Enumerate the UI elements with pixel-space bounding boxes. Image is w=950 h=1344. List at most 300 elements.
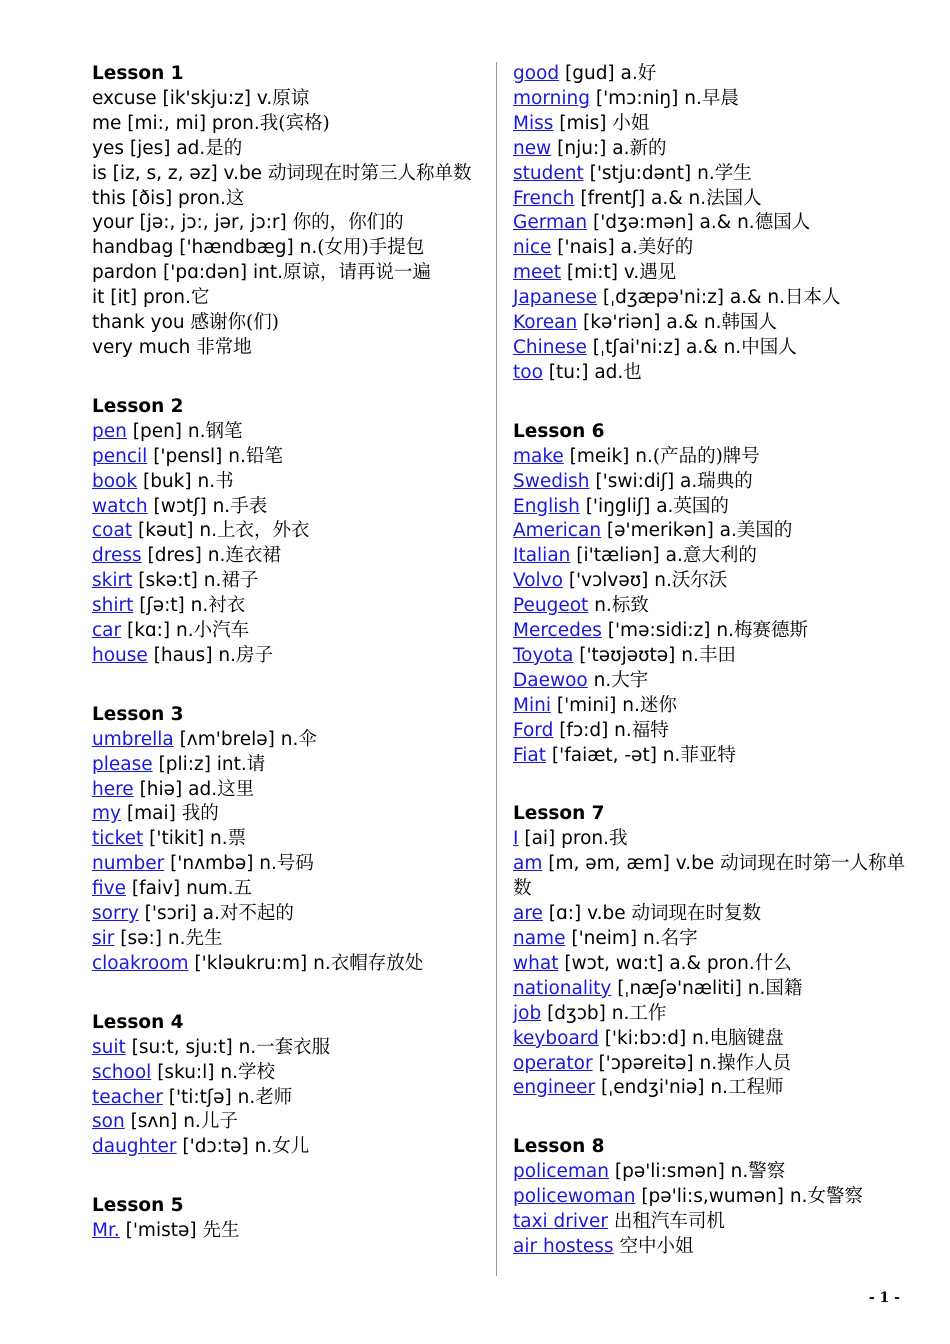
vocab-word-link[interactable]: watch bbox=[92, 495, 148, 517]
vocab-definition: [ʌm'brelə] n. bbox=[173, 728, 299, 750]
vocab-entry bbox=[92, 420, 482, 445]
vocab-entry bbox=[92, 927, 482, 952]
vocab-word-link[interactable]: sorry bbox=[92, 903, 139, 925]
vocab-entry bbox=[92, 1061, 482, 1086]
vocab-definition: is [iz, s, z, əz] v.be bbox=[92, 162, 268, 184]
vocab-entry bbox=[513, 544, 908, 569]
vocab-definition: [pen] n. bbox=[126, 420, 206, 442]
vocab-gloss: 丰田 bbox=[698, 644, 736, 666]
vocab-gloss: 动词现在时第一人称单数 bbox=[513, 853, 906, 900]
vocab-entry bbox=[92, 594, 482, 619]
vocab-gloss: (女用)手提包 bbox=[317, 237, 425, 259]
vocab-definition: [kəut] n. bbox=[132, 520, 217, 542]
vocab-gloss: 我 bbox=[609, 828, 628, 850]
vocab-entry bbox=[513, 519, 908, 544]
vocab-definition: [mis] bbox=[553, 112, 613, 134]
vocab-gloss: 法国人 bbox=[706, 187, 762, 209]
vocab-word-link[interactable]: suit bbox=[92, 1036, 126, 1058]
vocab-definition: [ʃə:t] n. bbox=[133, 595, 209, 617]
vocab-word-link[interactable]: French bbox=[513, 187, 575, 209]
vocab-word-link[interactable]: American bbox=[513, 520, 602, 542]
vocab-word-link[interactable]: umbrella bbox=[92, 728, 174, 750]
vocab-word-link[interactable]: are bbox=[513, 903, 543, 925]
vocab-entry bbox=[92, 902, 482, 927]
vocab-gloss: 什么 bbox=[754, 952, 792, 974]
vocab-gloss: 请 bbox=[246, 753, 266, 775]
vocab-gloss: 中国人 bbox=[741, 336, 797, 358]
vocab-gloss: 操作人员 bbox=[717, 1052, 792, 1074]
vocab-gloss: 英国的 bbox=[673, 495, 729, 517]
vocab-definition: [sʌn] n. bbox=[124, 1111, 201, 1133]
vocab-definition: [tu:] ad. bbox=[542, 361, 624, 383]
section-gap bbox=[513, 768, 908, 802]
vocab-word-link[interactable]: English bbox=[513, 495, 580, 517]
vocab-definition: ['pensl] n. bbox=[147, 445, 246, 467]
vocab-entry bbox=[92, 286, 482, 311]
vocab-gloss: 警察 bbox=[748, 1161, 786, 1183]
vocab-definition: [su:t, sju:t] n. bbox=[125, 1036, 257, 1058]
vocab-gloss: 名字 bbox=[660, 928, 698, 949]
vocab-entry bbox=[92, 1036, 482, 1061]
vocab-gloss: 女警察 bbox=[807, 1186, 863, 1208]
vocab-word-link[interactable]: air hostess bbox=[513, 1235, 614, 1257]
vocab-gloss: 国籍 bbox=[765, 977, 803, 999]
vocab-entry bbox=[513, 87, 908, 112]
vocab-word-link[interactable]: school bbox=[92, 1061, 152, 1083]
lesson-title: Lesson 5 bbox=[92, 1195, 184, 1217]
vocab-word-link[interactable]: nice bbox=[513, 237, 552, 259]
vocab-word-link[interactable]: car bbox=[92, 620, 122, 642]
vocab-gloss: 票 bbox=[227, 828, 247, 850]
left-column bbox=[92, 62, 482, 1244]
vocab-word-link[interactable]: make bbox=[513, 445, 564, 467]
vocab-word-link[interactable]: Chinese bbox=[513, 336, 587, 358]
vocab-entry bbox=[513, 495, 908, 520]
vocab-gloss: 沃尔沃 bbox=[671, 570, 728, 592]
vocab-word-link[interactable]: Miss bbox=[513, 112, 554, 134]
vocab-word-link[interactable]: what bbox=[513, 952, 559, 974]
vocab-word-link[interactable]: book bbox=[92, 470, 138, 492]
vocab-definition: ['dɔ:tə] n. bbox=[176, 1136, 273, 1158]
vocab-gloss: 动词现在时第三人称单数 bbox=[267, 162, 472, 184]
vocab-gloss: 对不起的 bbox=[219, 903, 294, 925]
vocab-definition: ['ti:tʃə] n. bbox=[162, 1086, 256, 1108]
vocab-word-link[interactable]: name bbox=[513, 928, 566, 949]
vocab-gloss: 钢笔 bbox=[205, 420, 243, 442]
vocab-word-link[interactable]: cloakroom bbox=[92, 952, 189, 974]
vocab-entry bbox=[513, 336, 908, 361]
vocab-definition: ['stju:dənt] n. bbox=[583, 162, 715, 184]
vocab-definition: it [it] pron. bbox=[92, 287, 191, 309]
vocab-word-link[interactable]: Mr. bbox=[92, 1220, 120, 1242]
vocab-definition: [ˌtʃai'ni:z] a.& n. bbox=[586, 336, 742, 358]
vocab-definition: [wɔt, wɑ:t] a.& pron. bbox=[558, 952, 755, 974]
vocab-gloss: 菲亚特 bbox=[680, 744, 736, 766]
vocab-gloss: 书 bbox=[215, 470, 234, 492]
vocab-entry bbox=[513, 1076, 908, 1101]
vocab-entry bbox=[513, 744, 908, 769]
vocab-definition: [kə'riən] a.& n. bbox=[577, 312, 722, 334]
vocab-gloss: 德国人 bbox=[754, 212, 811, 234]
lesson-title: Lesson 3 bbox=[92, 703, 184, 725]
vocab-definition: [nju:] a. bbox=[551, 137, 630, 159]
vocab-definition: handbag ['hændbæg] n. bbox=[92, 237, 318, 259]
vocab-word-link[interactable]: house bbox=[92, 644, 148, 666]
vocab-entry bbox=[513, 445, 908, 470]
vocab-definition: n. bbox=[588, 595, 612, 617]
vocab-gloss: 小汽车 bbox=[193, 620, 250, 642]
vocab-entry bbox=[92, 569, 482, 594]
vocab-word-link[interactable]: number bbox=[92, 853, 165, 875]
vocab-definition: yes [jes] ad. bbox=[92, 137, 206, 159]
vocab-entry bbox=[513, 137, 908, 162]
vocab-word-link[interactable]: dress bbox=[92, 545, 142, 567]
vocab-gloss: 日本人 bbox=[785, 287, 841, 309]
vocab-word-link[interactable]: teacher bbox=[92, 1086, 163, 1108]
vocab-entry bbox=[513, 1160, 908, 1185]
vocab-gloss: 先生 bbox=[185, 928, 223, 949]
vocab-entry bbox=[513, 952, 908, 977]
lesson-title: Lesson 7 bbox=[513, 803, 605, 825]
vocab-entry bbox=[513, 1052, 908, 1077]
vocab-word-link[interactable]: Volvo bbox=[513, 570, 563, 592]
vocab-gloss: 衬衣 bbox=[208, 595, 246, 617]
vocab-word-link[interactable]: nationality bbox=[513, 977, 612, 999]
vocab-entry bbox=[513, 261, 908, 286]
vocab-entry bbox=[92, 187, 482, 212]
vocab-gloss: 我(宾格) bbox=[259, 112, 330, 134]
section-gap bbox=[513, 1101, 908, 1135]
vocab-entry bbox=[513, 669, 908, 694]
vocab-entry bbox=[513, 1210, 908, 1235]
vocab-entry bbox=[92, 1086, 482, 1111]
vocab-entry bbox=[92, 753, 482, 778]
vocab-entry bbox=[92, 112, 482, 137]
vocab-definition: thank you bbox=[92, 312, 191, 334]
vocab-entry bbox=[92, 1135, 482, 1160]
vocab-word-link[interactable]: my bbox=[92, 803, 121, 825]
vocab-definition: ['mistə] bbox=[119, 1220, 203, 1242]
vocab-gloss: 这 bbox=[225, 187, 245, 209]
vocab-entry bbox=[513, 470, 908, 495]
vocab-entry bbox=[92, 852, 482, 877]
vocab-gloss: 铅笔 bbox=[245, 445, 283, 467]
vocab-word-link[interactable]: German bbox=[513, 212, 588, 234]
vocab-definition: [ə'merikən] a. bbox=[601, 520, 737, 542]
vocab-definition: [ˌendʒi'niə] n. bbox=[595, 1077, 728, 1099]
lesson-title: Lesson 6 bbox=[513, 420, 605, 442]
vocab-entry bbox=[513, 927, 908, 952]
vocab-entry bbox=[513, 286, 908, 311]
vocab-definition: [mi:t] v. bbox=[561, 262, 640, 284]
vocab-definition: [wɔtʃ] n. bbox=[147, 495, 231, 517]
vocab-word-link[interactable]: morning bbox=[513, 87, 590, 109]
vocab-entry bbox=[513, 694, 908, 719]
vocab-word-link[interactable]: Toyota bbox=[513, 644, 574, 666]
vocab-definition: ['vɔlvəʊ] n. bbox=[562, 570, 672, 592]
vocab-word-link[interactable]: five bbox=[92, 878, 126, 900]
lesson-title: Lesson 4 bbox=[92, 1011, 184, 1033]
vocab-entry bbox=[92, 1110, 482, 1135]
vocab-definition: [skə:t] n. bbox=[132, 570, 222, 592]
vocab-gloss: 美国的 bbox=[736, 520, 793, 542]
vocab-gloss: 工程师 bbox=[728, 1077, 784, 1099]
section-gap bbox=[92, 669, 482, 703]
vocab-entry bbox=[92, 728, 482, 753]
vocab-gloss: 瑞典的 bbox=[697, 470, 753, 492]
vocab-word-link[interactable]: Peugeot bbox=[513, 595, 589, 617]
vocab-gloss: 它 bbox=[190, 287, 210, 309]
vocab-word-link[interactable]: Ford bbox=[513, 719, 554, 741]
vocab-word-link[interactable]: son bbox=[92, 1111, 125, 1133]
vocab-definition: ['təʊjəʊtə] n. bbox=[573, 644, 699, 666]
vocab-gloss: 上衣，外衣 bbox=[216, 520, 310, 542]
lesson-title: Lesson 8 bbox=[513, 1136, 605, 1158]
vocab-definition: ['nais] a. bbox=[551, 237, 638, 259]
vocab-word-link[interactable]: job bbox=[513, 1002, 542, 1024]
vocab-definition: ['iŋgliʃ] a. bbox=[579, 495, 674, 517]
vocab-word-link[interactable]: sir bbox=[92, 928, 115, 949]
vocab-entry bbox=[513, 361, 908, 386]
vocab-entry bbox=[92, 802, 482, 827]
vocab-gloss: 非常地 bbox=[196, 336, 252, 358]
vocab-word-link[interactable]: Swedish bbox=[513, 470, 590, 492]
vocab-word-link[interactable]: Italian bbox=[513, 545, 571, 567]
page-number: - 1 - bbox=[868, 1290, 900, 1306]
vocab-gloss: 你的，你们的 bbox=[292, 212, 404, 234]
vocab-definition: ['dʒə:mən] a.& n. bbox=[587, 212, 755, 234]
vocab-word-link[interactable]: policeman bbox=[513, 1161, 609, 1183]
vocab-entry bbox=[513, 619, 908, 644]
vocab-definition: ['ki:bɔ:d] n. bbox=[598, 1027, 710, 1049]
vocab-entry bbox=[513, 1235, 908, 1260]
vocab-word-link[interactable]: please bbox=[92, 753, 153, 775]
vocab-gloss: 出租汽车司机 bbox=[613, 1211, 725, 1233]
vocab-definition: [dres] n. bbox=[141, 545, 226, 567]
vocab-definition: n. bbox=[587, 669, 612, 691]
vocab-definition: this [ðis] pron. bbox=[92, 187, 226, 209]
vocab-definition: [m, əm, æm] v.be bbox=[542, 853, 721, 875]
vocab-definition: [gud] a. bbox=[559, 63, 638, 84]
vocab-entry bbox=[92, 236, 482, 261]
vocab-entry bbox=[92, 261, 482, 286]
vocab-word-link[interactable]: student bbox=[513, 162, 584, 184]
vocab-entry bbox=[92, 877, 482, 902]
vocab-entry bbox=[92, 137, 482, 162]
vocab-entry bbox=[513, 644, 908, 669]
lesson-title: Lesson 2 bbox=[92, 395, 184, 417]
vocab-definition: [faiv] num. bbox=[125, 878, 234, 900]
vocab-entry bbox=[92, 311, 482, 336]
vocab-gloss: 美好的 bbox=[637, 237, 694, 259]
vocab-gloss: 大宇 bbox=[611, 669, 649, 691]
vocab-word-link[interactable]: Fiat bbox=[513, 744, 547, 766]
vocab-entry bbox=[513, 719, 908, 744]
vocab-gloss: 也 bbox=[623, 361, 642, 383]
vocab-definition: [ˌnæʃə'næliti] n. bbox=[611, 977, 766, 999]
vocab-gloss: 空中小姐 bbox=[619, 1235, 694, 1257]
vocab-word-link[interactable]: good bbox=[513, 63, 560, 84]
vocab-entry bbox=[513, 902, 908, 927]
vocab-entry bbox=[92, 470, 482, 495]
vocab-definition: ['kləukru:m] n. bbox=[188, 952, 331, 974]
vocab-word-link[interactable]: Mini bbox=[513, 694, 551, 716]
vocab-entry bbox=[92, 1219, 482, 1244]
vocab-definition: [meik] n. bbox=[563, 445, 653, 467]
vocab-gloss: 遇见 bbox=[639, 262, 677, 284]
vocab-gloss: 工作 bbox=[629, 1002, 667, 1024]
vocab-word-link[interactable]: pencil bbox=[92, 445, 148, 467]
vocab-gloss: 连衣裙 bbox=[225, 545, 281, 567]
vocab-definition: [fɔ:d] n. bbox=[553, 719, 632, 741]
vocab-definition: ['neim] n. bbox=[565, 928, 661, 949]
vocab-word-link[interactable]: meet bbox=[513, 262, 562, 284]
vocab-gloss: 号码 bbox=[276, 853, 314, 875]
vocab-definition: [pə'li:s,wumən] n. bbox=[635, 1186, 808, 1208]
vocab-definition: ['swi:diʃ] a. bbox=[589, 470, 698, 492]
vocab-definition: [ˌdʒæpə'ni:z] a.& n. bbox=[597, 287, 786, 309]
vocab-entry bbox=[92, 619, 482, 644]
lesson-title: Lesson 1 bbox=[92, 63, 184, 84]
vocab-word-link[interactable]: taxi driver bbox=[513, 1211, 608, 1233]
vocab-gloss: 标致 bbox=[611, 595, 649, 617]
vocab-gloss: 原谅 bbox=[272, 87, 310, 109]
vocab-gloss: 这里 bbox=[217, 778, 255, 800]
vocab-word-link[interactable]: Daewoo bbox=[513, 669, 588, 691]
section-gap bbox=[513, 386, 908, 420]
vocab-definition: ['sɔri] a. bbox=[138, 903, 220, 925]
vocab-definition: [pə'li:smən] n. bbox=[608, 1161, 749, 1183]
vocab-word-link[interactable]: I bbox=[513, 828, 519, 850]
vocab-entry bbox=[92, 87, 482, 112]
vocab-definition: me [mi:, mi] pron. bbox=[92, 112, 260, 134]
vocab-word-link[interactable]: skirt bbox=[92, 570, 133, 592]
vocab-gloss: 手表 bbox=[230, 495, 268, 517]
vocab-definition: pardon ['pɑ:dən] int. bbox=[92, 262, 283, 284]
vocab-entry bbox=[513, 569, 908, 594]
vocab-entry bbox=[513, 852, 908, 902]
vocab-entry bbox=[513, 594, 908, 619]
vocab-word-link[interactable]: Japanese bbox=[513, 287, 597, 309]
vocab-entry bbox=[513, 827, 908, 852]
vocab-entry bbox=[513, 977, 908, 1002]
vocab-entry bbox=[513, 112, 908, 137]
vocab-entry bbox=[513, 1002, 908, 1027]
vocab-entry bbox=[92, 644, 482, 669]
vocab-gloss: 女儿 bbox=[272, 1136, 310, 1158]
vocab-entry bbox=[92, 336, 482, 361]
vocab-gloss: 意大利的 bbox=[682, 545, 757, 567]
right-column bbox=[513, 62, 908, 1260]
vocab-gloss: 伞 bbox=[298, 728, 317, 750]
vocab-definition: your [jə:, jɔ:, jər, jɔ:r] bbox=[92, 212, 293, 234]
column-divider bbox=[496, 62, 497, 1276]
vocab-entry bbox=[513, 311, 908, 336]
vocab-gloss: 小姐 bbox=[612, 112, 650, 134]
vocab-gloss: 一套衣服 bbox=[256, 1036, 331, 1058]
vocab-definition: [kɑ:] n. bbox=[121, 620, 194, 642]
section-gap bbox=[92, 361, 482, 395]
vocab-word-link[interactable]: new bbox=[513, 137, 552, 159]
vocab-word-link[interactable]: shirt bbox=[92, 595, 134, 617]
vocab-definition: ['mə:sidi:z] n. bbox=[601, 620, 735, 642]
vocab-gloss: 学校 bbox=[238, 1061, 276, 1083]
vocab-definition: very much bbox=[92, 336, 197, 358]
vocab-word-link[interactable]: engineer bbox=[513, 1077, 596, 1099]
vocab-gloss: 老师 bbox=[255, 1086, 293, 1108]
vocab-gloss: 衣帽存放处 bbox=[330, 952, 424, 974]
vocab-entry bbox=[513, 1027, 908, 1052]
vocab-entry bbox=[513, 187, 908, 212]
vocab-entry bbox=[92, 952, 482, 977]
vocab-word-link[interactable]: daughter bbox=[92, 1136, 177, 1158]
vocab-word-link[interactable]: operator bbox=[513, 1052, 593, 1074]
vocab-gloss: 韩国人 bbox=[721, 312, 778, 334]
vocab-definition: excuse [ik'skju:z] v. bbox=[92, 87, 273, 109]
vocab-gloss: 福特 bbox=[631, 719, 669, 741]
vocab-word-link[interactable]: policewoman bbox=[513, 1186, 636, 1208]
vocab-definition: [mai] bbox=[120, 803, 182, 825]
vocab-definition: [dʒɔb] n. bbox=[541, 1002, 630, 1024]
vocab-entry bbox=[513, 1185, 908, 1210]
vocab-entry bbox=[92, 495, 482, 520]
vocab-word-link[interactable]: here bbox=[92, 778, 134, 800]
vocab-gloss: 学生 bbox=[714, 162, 752, 184]
vocab-gloss: 房子 bbox=[236, 644, 274, 666]
vocab-gloss: 儿子 bbox=[200, 1111, 238, 1133]
vocab-definition: ['nʌmbə] n. bbox=[164, 853, 277, 875]
vocab-word-link[interactable]: coat bbox=[92, 520, 133, 542]
vocab-definition: ['mini] n. bbox=[550, 694, 640, 716]
vocab-gloss: 电脑键盘 bbox=[709, 1027, 784, 1049]
vocab-definition: [ai] pron. bbox=[518, 828, 610, 850]
vocab-word-link[interactable]: pen bbox=[92, 420, 127, 442]
vocab-definition: [buk] n. bbox=[137, 470, 216, 492]
vocab-gloss: 先生 bbox=[202, 1220, 240, 1242]
vocab-gloss: 是的 bbox=[205, 137, 243, 159]
vocab-word-link[interactable]: too bbox=[513, 361, 543, 383]
vocab-definition: [pli:z] int. bbox=[152, 753, 247, 775]
vocab-gloss: 早晨 bbox=[701, 87, 739, 109]
section-gap bbox=[92, 977, 482, 1011]
vocab-entry bbox=[92, 211, 482, 236]
vocab-definition: ['faiæt, -ət] n. bbox=[546, 744, 681, 766]
vocab-gloss: 好 bbox=[637, 63, 657, 84]
vocab-entry bbox=[92, 778, 482, 803]
vocab-word-link[interactable]: Mercedes bbox=[513, 620, 602, 642]
vocab-word-link[interactable]: Korean bbox=[513, 312, 578, 334]
section-gap bbox=[92, 1160, 482, 1194]
vocab-entry bbox=[92, 544, 482, 569]
vocab-definition: [sku:l] n. bbox=[151, 1061, 238, 1083]
vocab-gloss: 梅赛德斯 bbox=[734, 620, 809, 642]
vocab-entry bbox=[92, 445, 482, 470]
vocab-gloss: 新的 bbox=[629, 137, 667, 159]
vocab-gloss: 感谢你(们) bbox=[190, 312, 279, 334]
vocab-definition: ['mɔ:niŋ] n. bbox=[589, 87, 702, 109]
vocab-word-link[interactable]: ticket bbox=[92, 828, 144, 850]
vocab-gloss: 原谅，请再说一遍 bbox=[283, 262, 432, 284]
vocab-gloss: 我的 bbox=[181, 803, 219, 825]
vocab-entry bbox=[513, 211, 908, 236]
vocab-gloss: (产品的)牌号 bbox=[652, 445, 760, 467]
vocab-word-link[interactable]: am bbox=[513, 853, 543, 875]
vocab-entry bbox=[92, 827, 482, 852]
vocab-definition: [sə:] n. bbox=[114, 928, 186, 949]
vocab-word-link[interactable]: keyboard bbox=[513, 1027, 599, 1049]
vocab-entry bbox=[513, 236, 908, 261]
vocab-gloss: 裙子 bbox=[221, 570, 259, 592]
